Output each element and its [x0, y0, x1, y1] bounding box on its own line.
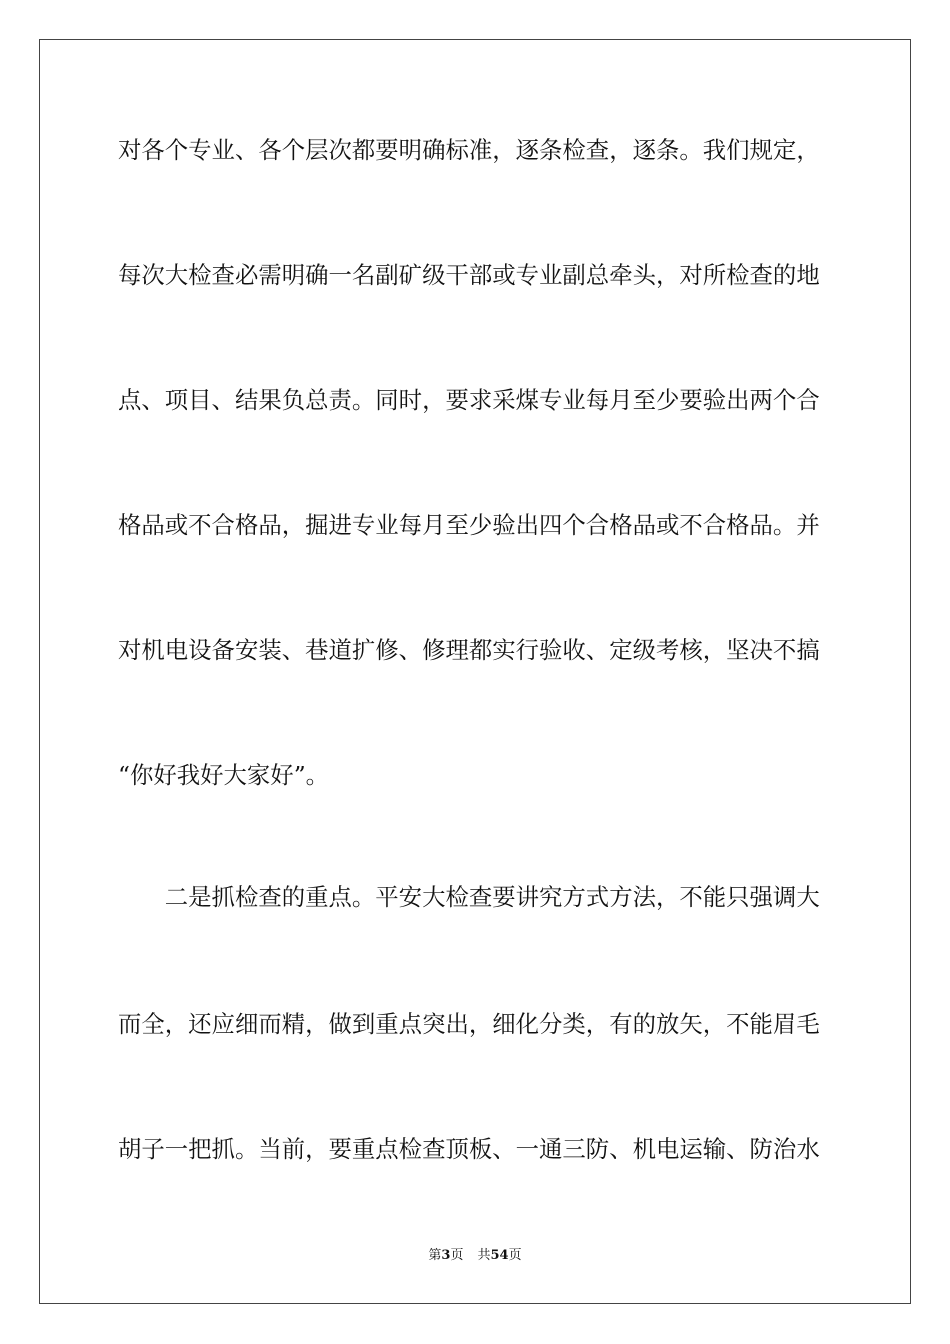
text-line-1: 对各个专业、各个层次都要明确标准，逐条检查，逐条。我们规定，	[118, 136, 820, 164]
total-prefix: 共	[477, 1248, 491, 1263]
total-pages: 54	[490, 1248, 509, 1263]
text-line-5: 对机电设备安装、巷道扩修、修理都实行验收、定级考核，坚决不搞	[118, 636, 820, 664]
text-line-6: “你好我好大家好”。	[118, 761, 330, 789]
page-prefix: 第	[428, 1248, 442, 1263]
page-footer	[0, 1247, 950, 1265]
text-line-9: 胡子一把抓。当前，要重点检查顶板、一通三防、机电运输、防治水	[118, 1135, 820, 1163]
text-line-7: 二是抓检查的重点。平安大检查要讲究方式方法，不能只强调大	[118, 883, 820, 911]
page-number: 3	[441, 1248, 451, 1263]
text-line-4: 格品或不合格品，掘进专业每月至少验出四个合格品或不合格品。并	[118, 511, 820, 539]
text-line-8: 而全，还应细而精，做到重点突出，细化分类，有的放矢，不能眉毛	[118, 1010, 820, 1038]
text-line-2: 每次大检查必需明确一名副矿级干部或专业副总牵头，对所检查的地	[118, 261, 820, 289]
page-suffix: 页	[450, 1248, 464, 1263]
page-border	[39, 39, 911, 1304]
text-line-3: 点、项目、结果负总责。同时，要求采煤专业每月至少要验出两个合	[118, 386, 820, 414]
total-suffix: 页	[508, 1248, 522, 1263]
